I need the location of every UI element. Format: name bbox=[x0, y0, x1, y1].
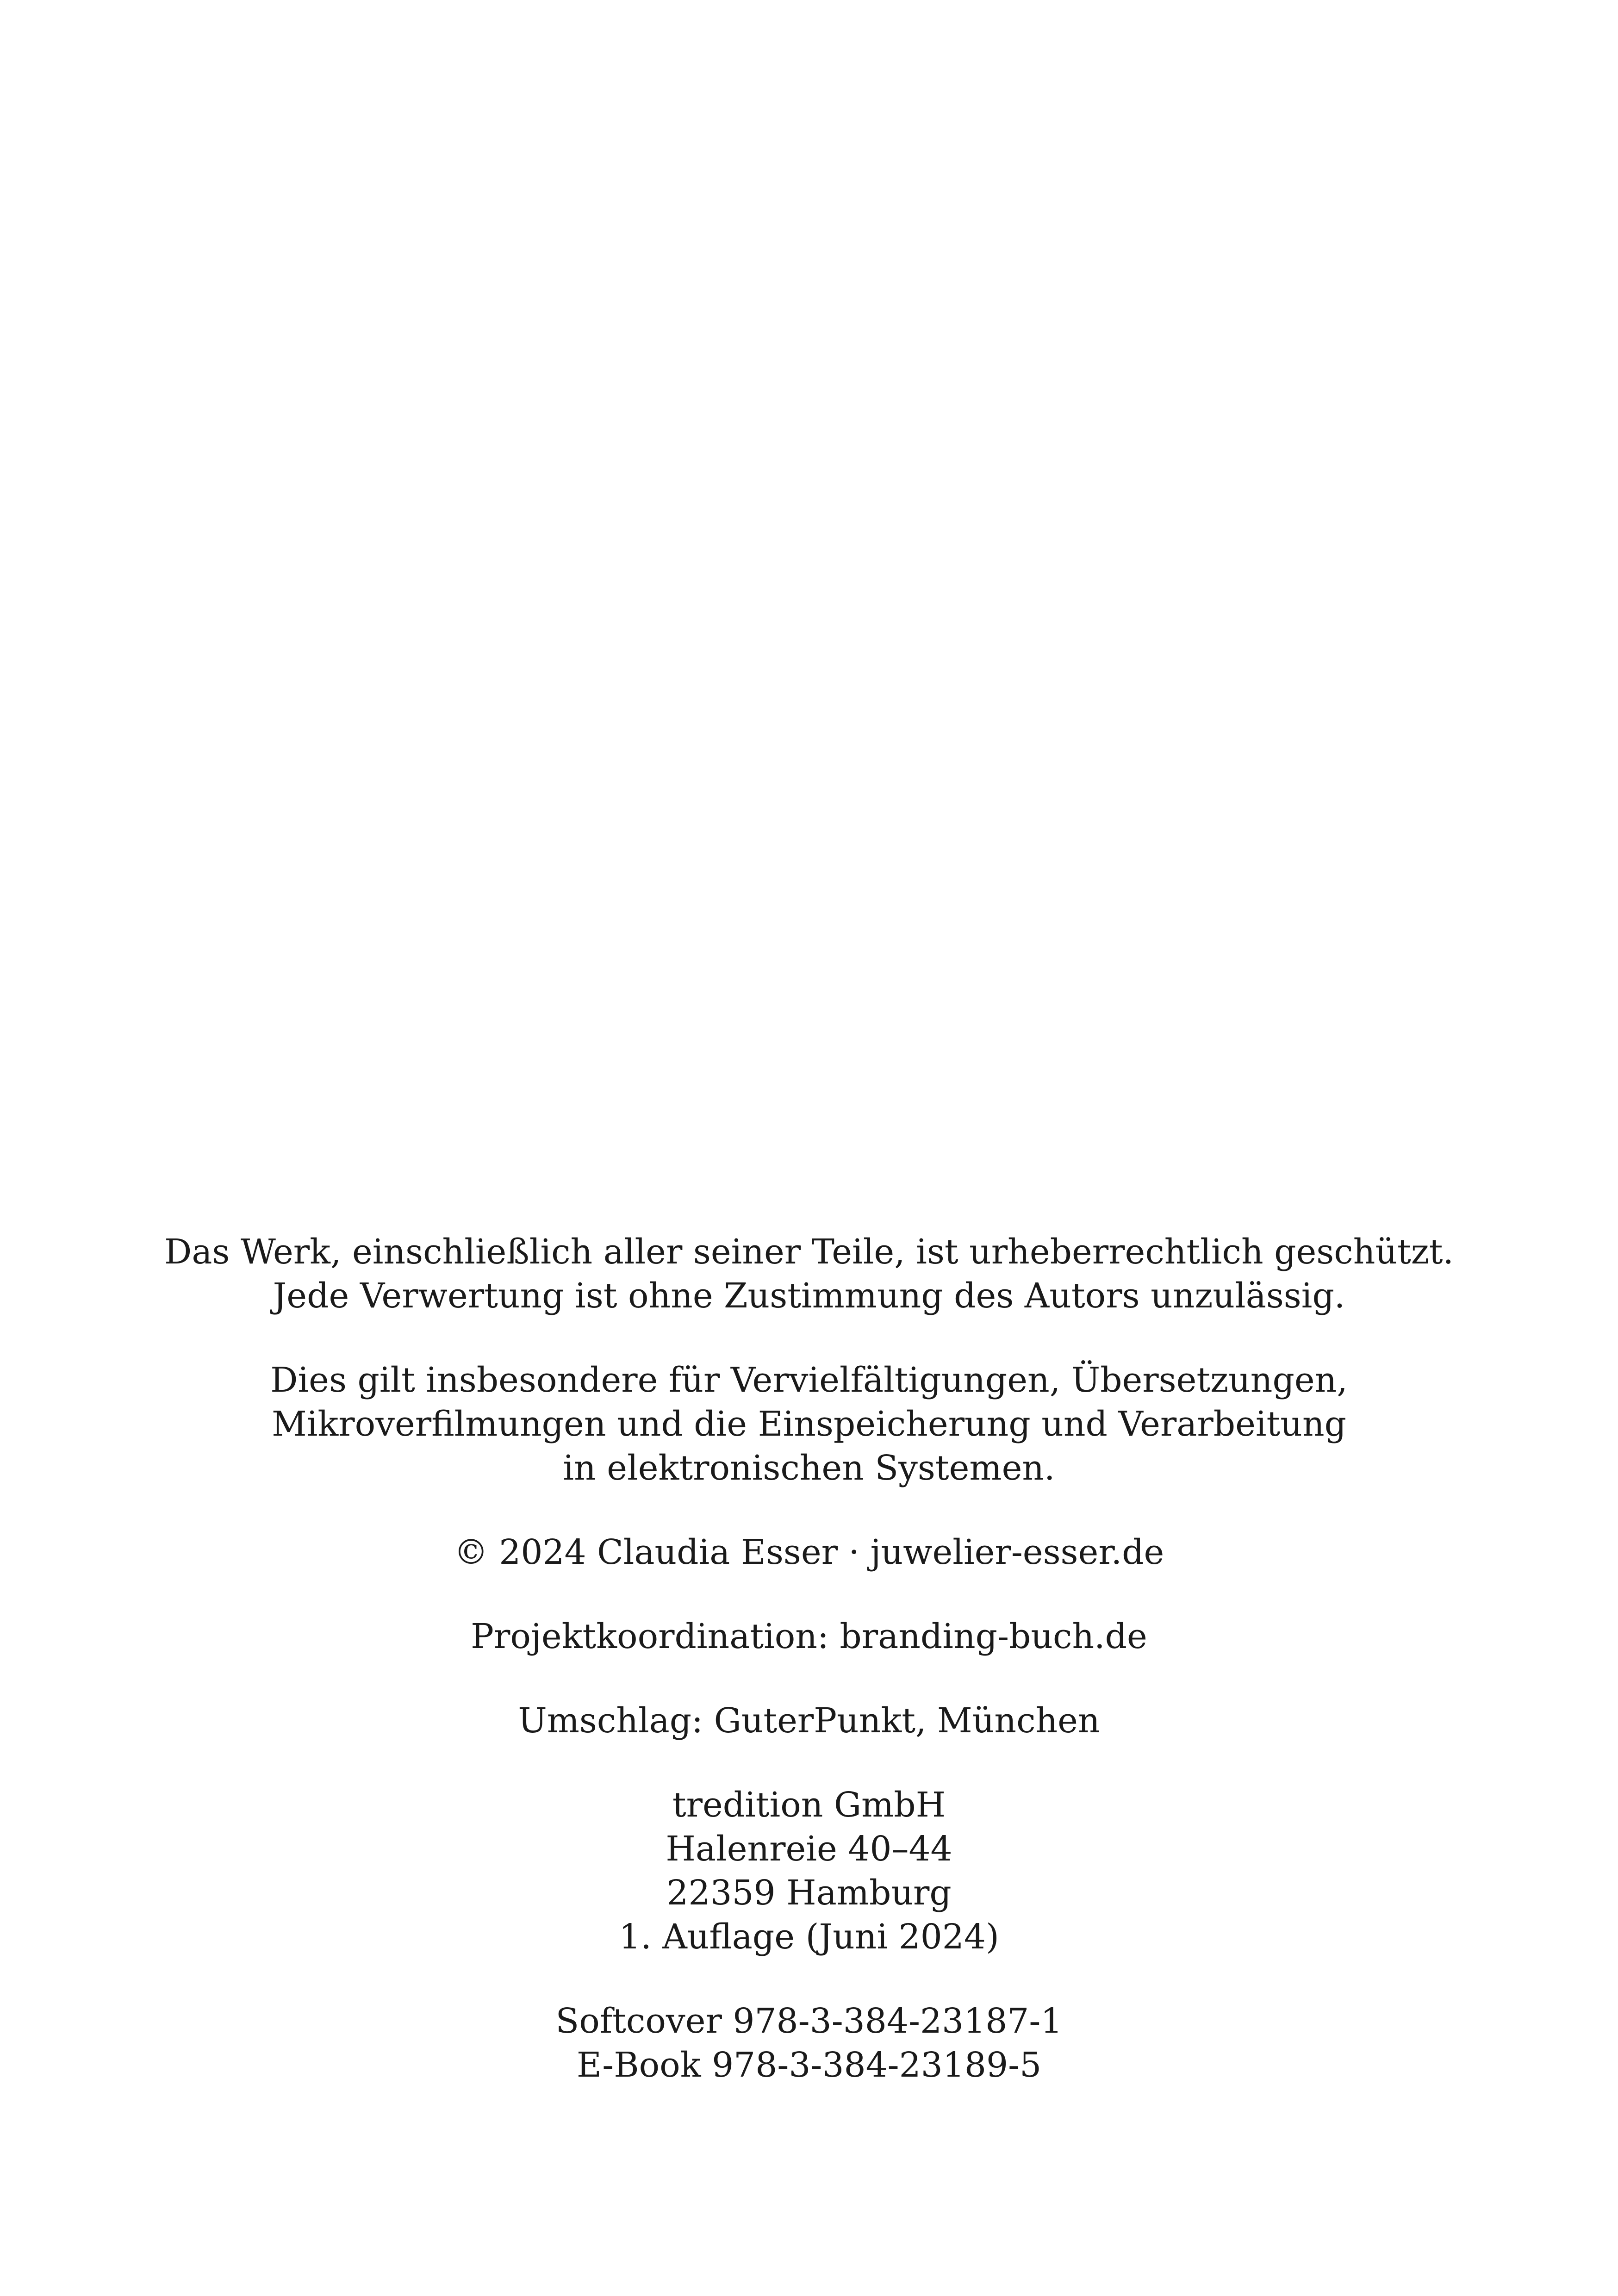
cover-credit bbox=[0, 1699, 1618, 1743]
copyright-notice bbox=[0, 1230, 1618, 1318]
project-coordination-text: Projektkoordination: branding-buch.de bbox=[471, 1617, 1147, 1656]
isbn-ebook: E-Book 978-3-384-23189-5 bbox=[576, 2045, 1042, 2085]
cover-credit-text: Umschlag: GuterPunkt, München bbox=[518, 1701, 1100, 1741]
imprint-block bbox=[0, 1230, 1618, 2087]
publisher-name: tredition GmbH bbox=[672, 1785, 946, 1825]
isbn-info bbox=[0, 1999, 1618, 2087]
copyright-notice-line-2: Jede Verwertung ist ohne Zustimmung des Autors unzulässig. bbox=[273, 1276, 1345, 1316]
usage-notice-line-2: Mikroverfilmungen und die Einspeicherung und Verarbeitung bbox=[271, 1404, 1346, 1444]
copyright-line bbox=[0, 1531, 1618, 1574]
copyright-notice-line-1: Das Werk, einschließlich aller seiner Teile, ist urheberrechtlich geschützt. bbox=[164, 1232, 1454, 1272]
publisher-info bbox=[0, 1783, 1618, 1959]
publisher-street: Halenreie 40–44 bbox=[666, 1829, 952, 1869]
isbn-softcover: Softcover 978-3-384-23187-1 bbox=[555, 2001, 1063, 2041]
usage-notice-line-3: in elektronischen Systemen. bbox=[563, 1448, 1055, 1488]
project-coordination bbox=[0, 1615, 1618, 1659]
usage-notice bbox=[0, 1358, 1618, 1490]
publisher-city: 22359 Hamburg bbox=[666, 1873, 952, 1913]
usage-notice-line-1: Dies gilt insbesondere für Vervielfältigungen, Übersetzungen, bbox=[270, 1360, 1348, 1400]
edition-info: 1. Auflage (Juni 2024) bbox=[619, 1917, 999, 1957]
copyright-holder: © 2024 Claudia Esser · juwelier-esser.de bbox=[454, 1532, 1164, 1572]
